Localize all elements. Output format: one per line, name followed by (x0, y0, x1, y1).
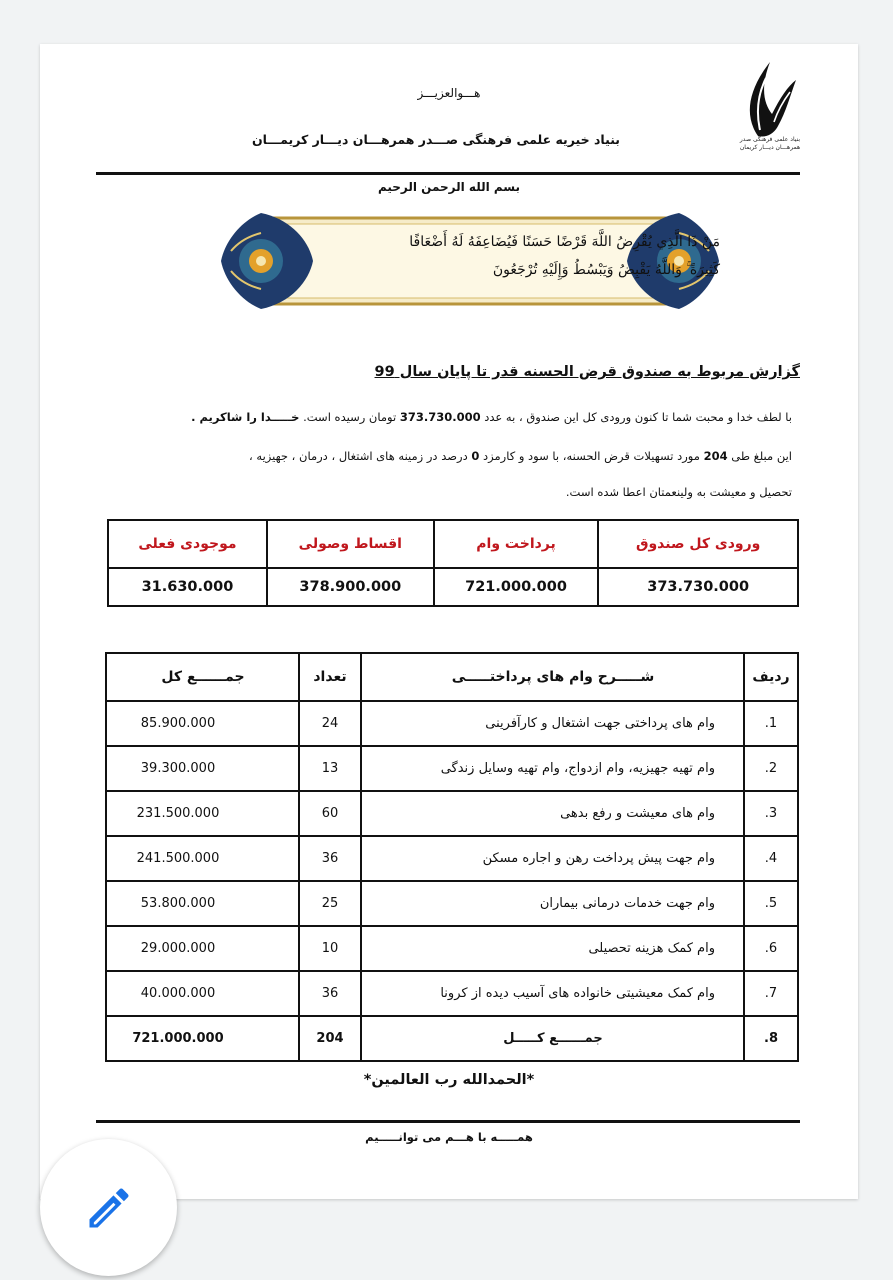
summary-value-cell: 721.000.000 (434, 568, 599, 606)
loans-header-cell: جمــــــع کل (106, 653, 299, 701)
row-description: وام کمک هزینه تحصیلی (361, 926, 744, 971)
paragraph-3: تحصیل و معیشت به ولینعمتان اعطا شده است. (565, 485, 792, 499)
row-total: 29.000.000 (106, 926, 299, 971)
paragraph-2 (249, 449, 792, 463)
para2-text-c: درصد در زمینه های اشتغال ، درمان ، جهیزیه ، (249, 449, 472, 463)
row-index: 6. (744, 926, 798, 971)
row-total: 39.300.000 (106, 746, 299, 791)
summary-table (107, 519, 799, 607)
row-index: 7. (744, 971, 798, 1016)
row-index: 2. (744, 746, 798, 791)
row-total: 53.800.000 (106, 881, 299, 926)
footer-divider (96, 1120, 800, 1123)
summary-value-cell: 31.630.000 (108, 568, 267, 606)
loans-table (105, 652, 799, 1062)
organization-name: بنیاد خیریه علمی فرهنگی صـــدر همرهـــان دیـــار کریمـــان (251, 132, 620, 147)
huwa-heading: هـــوالعزیـــز (417, 86, 481, 100)
row-index: 5. (744, 881, 798, 926)
table-row (106, 836, 798, 881)
para1-amount: 373.730.000 (399, 410, 481, 424)
loans-header-cell: ردیف (744, 653, 798, 701)
verse-line-2: كَثِيرَةً ۚ وَاللَّهُ يَقْبِضُ وَيَبْسُطُ وَإِلَيْهِ تُرْجَعُونَ (492, 262, 720, 278)
para2-text-a: این مبلغ طی (727, 449, 792, 463)
para2-count: 204 (703, 449, 728, 463)
para1-text-b: تومان رسیده است. (299, 410, 400, 424)
summary-value-cell: 373.730.000 (598, 568, 798, 606)
row-count: 204 (299, 1016, 361, 1061)
row-count: 36 (299, 971, 361, 1016)
table-row (106, 791, 798, 836)
loans-header-cell: شـــــرح وام های پرداختـــــی (361, 653, 744, 701)
summary-header-cell: پرداخت وام (434, 520, 599, 568)
paragraph-1 (191, 410, 792, 424)
row-count: 25 (299, 881, 361, 926)
row-total: 231.500.000 (106, 791, 299, 836)
edit-fab-button[interactable] (40, 1139, 177, 1276)
row-count: 13 (299, 746, 361, 791)
summary-value-row (108, 568, 798, 606)
pencil-icon (83, 1182, 135, 1234)
row-index: 1. (744, 701, 798, 746)
table-row (106, 926, 798, 971)
header-divider (96, 172, 800, 175)
document-page (40, 44, 858, 1199)
table-row (106, 971, 798, 1016)
closing-praise: *الحمدالله رب العالمین* (363, 1072, 535, 1088)
row-description: وام تهیه جهیزیه، وام ازدواج، وام تهیه وسایل زندگی (361, 746, 744, 791)
row-index: 8. (744, 1016, 798, 1061)
bismillah: بسم الله الرحمن الرحیم (377, 180, 521, 194)
report-title: گزارش مربوط به صندوق قرض الحسنه قدر تا پایان سال 99 (374, 364, 800, 380)
row-description: وام های معیشت و رفع بدهی (361, 791, 744, 836)
table-total-row (106, 1016, 798, 1061)
para1-thanks: خـــــدا را شاکریم . (191, 410, 300, 424)
row-description: وام جهت خدمات درمانی بیماران (361, 881, 744, 926)
summary-value-cell: 378.900.000 (267, 568, 434, 606)
para2-text-b: مورد تسهیلات قرض الحسنه، با سود و کارمزد (479, 449, 704, 463)
row-index: 4. (744, 836, 798, 881)
row-total: 241.500.000 (106, 836, 299, 881)
loans-header-row (106, 653, 798, 701)
row-count: 36 (299, 836, 361, 881)
row-total: 721.000.000 (106, 1016, 299, 1061)
summary-header-cell: موجودی فعلی (108, 520, 267, 568)
para1-text-a: با لطف خدا و محبت شما تا کنون ورودی کل این صندوق ، به عدد (480, 410, 792, 424)
logo-caption: بنیاد علمی فرهنگی صدر همرهـــان دیـــار کریمان (739, 136, 801, 151)
footer-slogan: همـــــه با هـــم می توانـــــیم (365, 1130, 533, 1144)
summary-header-cell: ورودی کل صندوق (598, 520, 798, 568)
summary-header-row (108, 520, 798, 568)
loans-header-cell: تعداد (299, 653, 361, 701)
row-index: 3. (744, 791, 798, 836)
table-row (106, 701, 798, 746)
row-description: جمــــــع کـــــل (361, 1016, 744, 1061)
row-description: وام های پرداختی جهت اشتغال و کارآفرینی (361, 701, 744, 746)
row-description: وام جهت پیش پرداخت رهن و اجاره مسکن (361, 836, 744, 881)
row-count: 24 (299, 701, 361, 746)
table-row (106, 746, 798, 791)
row-count: 60 (299, 791, 361, 836)
verse-line-1: مَنْ ذَا الَّذِي يُقْرِضُ اللَّهَ قَرْضًا حَسَنًا فَيُضَاعِفَهُ لَهُ أَضْعَافًا (409, 234, 720, 250)
quran-verse (320, 228, 720, 284)
para2-fee: 0 (471, 449, 480, 463)
row-description: وام کمک معیشیتی خانواده های آسیب دیده از کرونا (361, 971, 744, 1016)
row-total: 85.900.000 (106, 701, 299, 746)
table-row (106, 881, 798, 926)
row-count: 10 (299, 926, 361, 971)
row-total: 40.000.000 (106, 971, 299, 1016)
summary-header-cell: اقساط وصولی (267, 520, 434, 568)
